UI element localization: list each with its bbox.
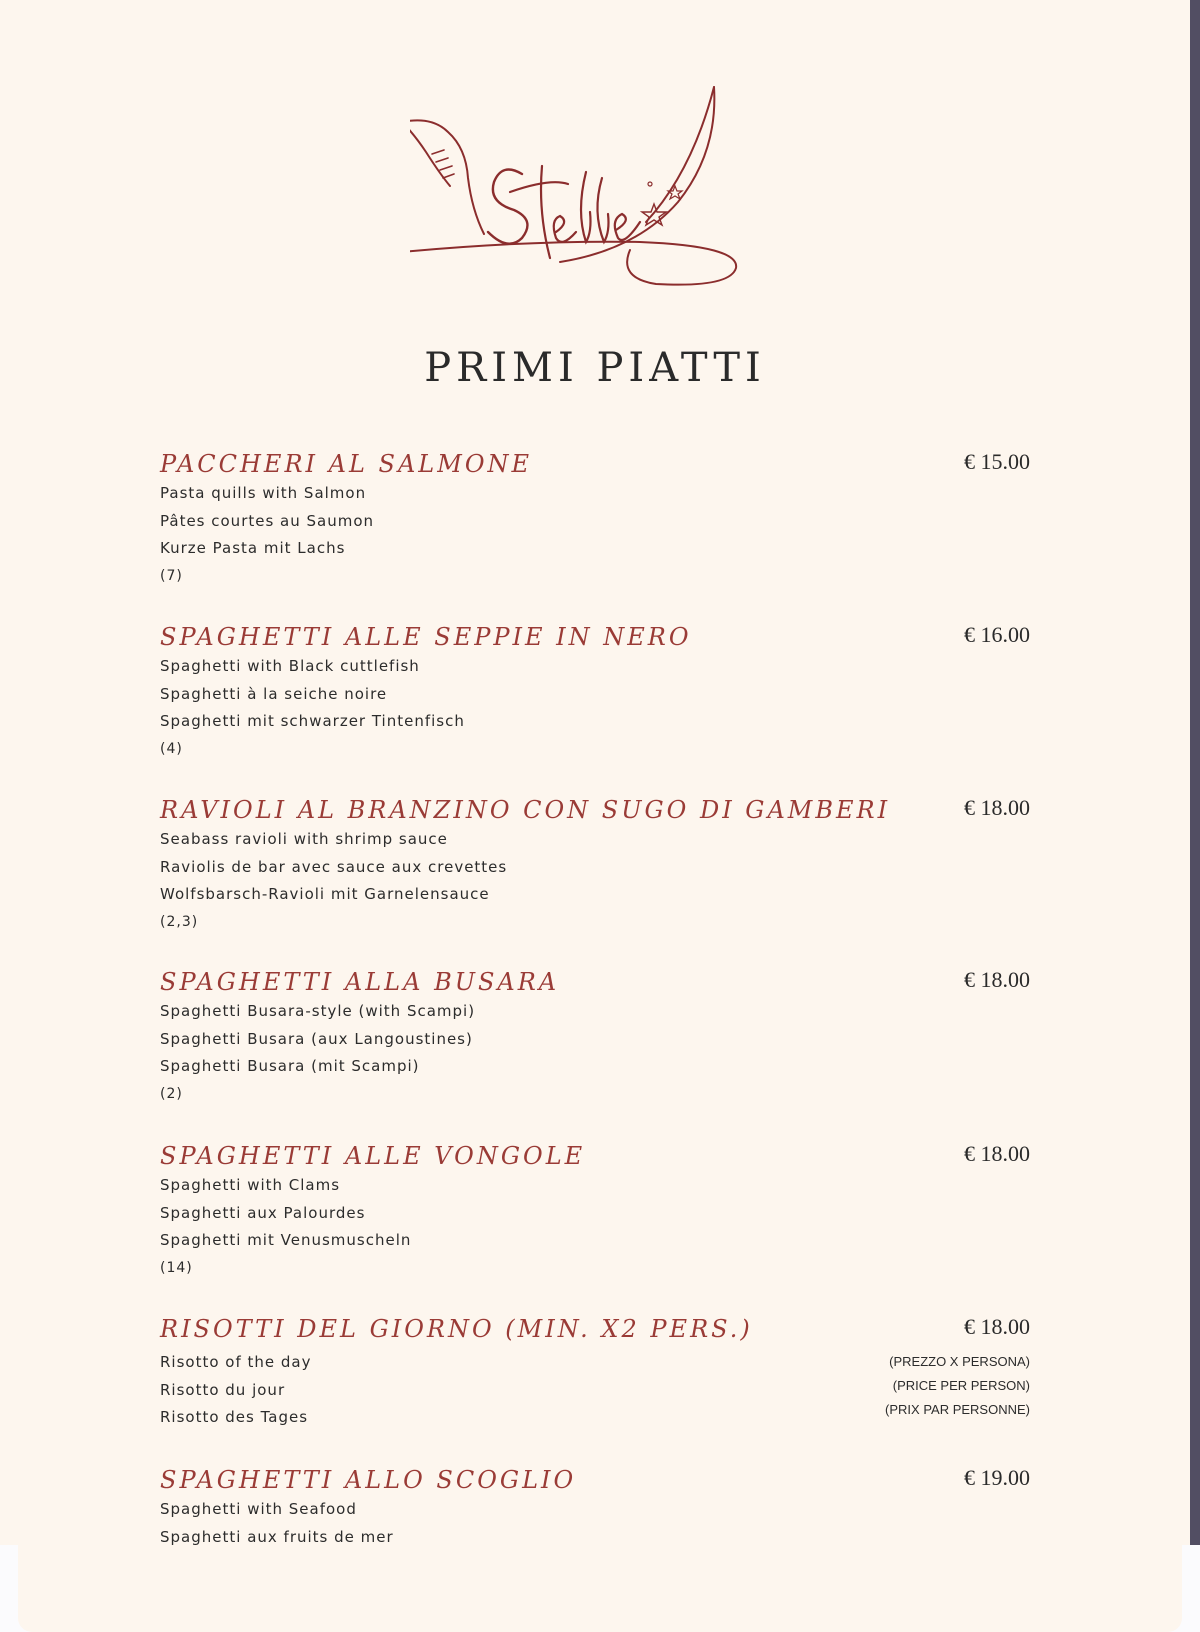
dish-description — [160, 1172, 1030, 1282]
dish-name: SPAGHETTI ALLE SEPPIE IN NERO — [160, 623, 692, 651]
description-en: Spaghetti Busara-style (with Scampi) — [160, 1002, 476, 1020]
menu-item — [160, 449, 1030, 590]
menu-item — [160, 795, 1030, 936]
description-fr: Spaghetti Busara (aux Langoustines) — [160, 1029, 473, 1048]
bottom-strip — [0, 1545, 1200, 1632]
description-fr: Raviolis de bar avec sauce aux crevettes — [160, 857, 508, 876]
dish-name: PACCHERI AL SALMONE — [160, 450, 533, 478]
description-de: Spaghetti mit schwarzer Tintenfisch — [160, 712, 465, 730]
description-en: Risotto of the day — [160, 1353, 312, 1371]
allergen-codes: (14) — [160, 1259, 193, 1276]
dish-price: € 19.00 — [964, 1465, 1030, 1490]
dish-price: € 15.00 — [964, 449, 1030, 474]
menu-item — [160, 622, 1030, 763]
page-title: PRIMI PIATTI — [424, 345, 766, 391]
description-fr: Pâtes courtes au Saumon — [160, 511, 375, 530]
dish-name: RAVIOLI AL BRANZINO CON SUGO DI GAMBERI — [160, 796, 891, 824]
price-note-en: (PRICE PER PERSON) — [892, 1378, 1030, 1393]
allergen-codes: (4) — [160, 740, 183, 757]
page-footer — [18, 1545, 1182, 1632]
allergen-codes: (7) — [160, 567, 183, 584]
menu-item — [160, 1314, 1030, 1432]
dish-description — [160, 653, 1030, 763]
description-de: Kurze Pasta mit Lachs — [160, 539, 346, 557]
menu-item — [160, 967, 1030, 1108]
description-en: Spaghetti with Black cuttlefish — [160, 657, 420, 675]
dish-name: SPAGHETTI ALLE VONGOLE — [160, 1142, 586, 1170]
description-en: Spaghetti with Clams — [160, 1176, 341, 1194]
allergen-codes: (2) — [160, 1085, 183, 1102]
description-en: Pasta quills with Salmon — [160, 484, 367, 502]
dish-description — [160, 826, 1030, 936]
description-fr: Spaghetti à la seiche noire — [160, 684, 388, 703]
price-note-it: (PREZZO X PERSONA) — [889, 1354, 1030, 1369]
dish-description — [160, 1496, 1030, 1551]
dish-description — [160, 998, 1030, 1108]
price-note-fr: (PRIX PAR PERSONNE) — [885, 1402, 1030, 1417]
dish-name: SPAGHETTI ALLO SCOGLIO — [160, 1466, 577, 1494]
description-fr: Risotto du jour — [160, 1380, 286, 1399]
dish-price: € 18.00 — [964, 967, 1030, 992]
description-de: Spaghetti mit Venusmuscheln — [160, 1231, 412, 1249]
menu-item — [160, 1141, 1030, 1282]
dish-description — [160, 480, 1030, 590]
dish-name: SPAGHETTI ALLA BUSARA — [160, 968, 560, 996]
description-de: Risotto des Tages — [160, 1408, 309, 1426]
dish-name: RISOTTI DEL GIORNO (MIN. X2 PERS.) — [160, 1315, 753, 1343]
description-fr: Spaghetti aux Palourdes — [160, 1203, 366, 1222]
dish-price: € 16.00 — [964, 622, 1030, 647]
description-de: Spaghetti Busara (mit Scampi) — [160, 1057, 420, 1075]
dish-price: € 18.00 — [964, 1314, 1030, 1339]
stelle-logo — [410, 82, 780, 302]
price-note — [885, 1350, 1030, 1422]
description-de: Wolfsbarsch-Ravioli mit Garnelensauce — [160, 885, 490, 903]
description-en: Spaghetti with Seafood — [160, 1500, 357, 1518]
dish-price: € 18.00 — [964, 795, 1030, 820]
menu-item — [160, 1465, 1030, 1551]
description-fr: Spaghetti aux fruits de mer — [160, 1527, 394, 1546]
description-en: Seabass ravioli with shrimp sauce — [160, 830, 448, 848]
dish-price: € 18.00 — [964, 1141, 1030, 1166]
allergen-codes: (2,3) — [160, 913, 199, 930]
window-edge — [1190, 0, 1200, 1545]
